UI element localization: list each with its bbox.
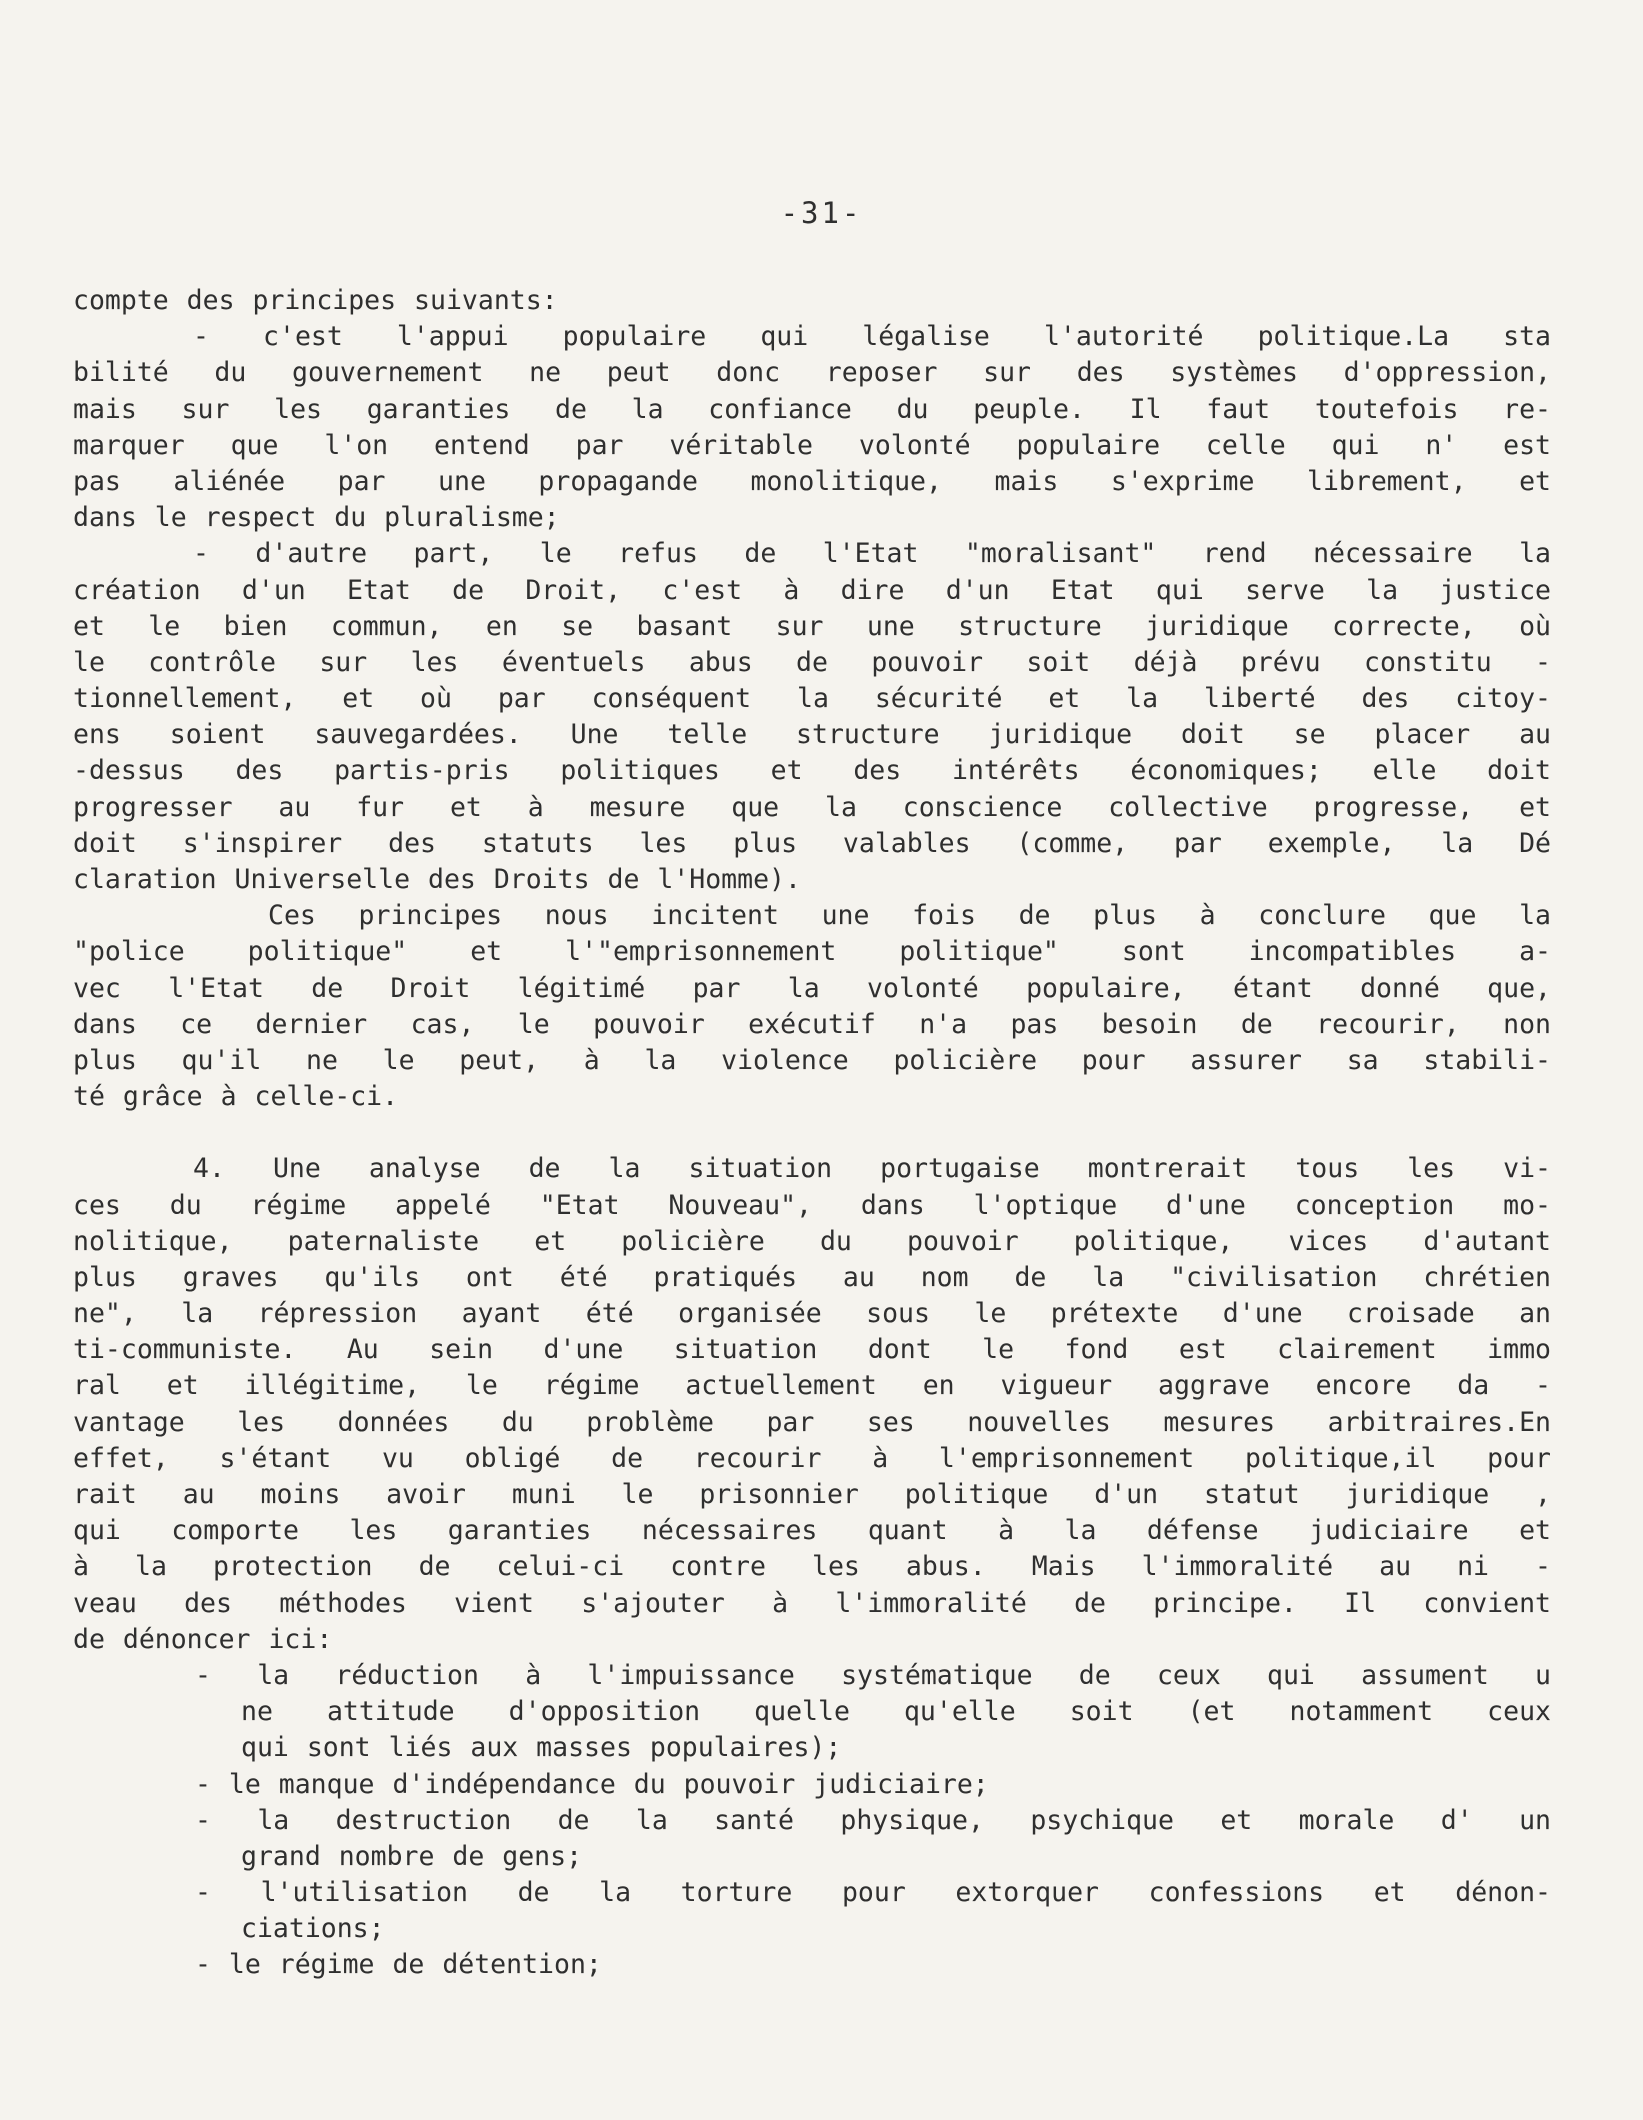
- text-line: doit s'inspirer des statuts les plus valables (comme, par exemple, la Dé: [73, 827, 1551, 859]
- text-line: té grâce à celle-ci.: [73, 1081, 399, 1113]
- text-line: dans le respect du pluralisme;: [73, 502, 560, 534]
- list-item: - la destruction de la santé physique, psychique et morale d' un: [195, 1804, 1551, 1836]
- text-line: - d'autre part, le refus de l'Etat "moralisant" rend nécessaire la: [193, 538, 1551, 570]
- text-line: "police politique" et l'"emprisonnement politique" sont incompatibles a-: [73, 936, 1551, 968]
- text-line: vantage les données du problème par ses nouvelles mesures arbitraires.En: [73, 1406, 1551, 1438]
- text-line: dans ce dernier cas, le pouvoir exécutif n'a pas besoin de recourir, non: [73, 1008, 1551, 1040]
- text-line: bilité du gouvernement ne peut donc reposer sur des systèmes d'oppression,: [73, 357, 1551, 389]
- text-line: création d'un Etat de Droit, c'est à dire d'un Etat qui serve la justice: [73, 574, 1551, 606]
- text-line: effet, s'étant vu obligé de recourir à l'emprisonnement politique,il pour: [73, 1442, 1551, 1474]
- text-line: de dénoncer ici:: [73, 1623, 333, 1655]
- text-line: et le bien commun, en se basant sur une structure juridique correcte, où: [73, 610, 1551, 642]
- text-line: nolitique, paternaliste et policière du pouvoir politique, vices d'autant: [73, 1225, 1551, 1257]
- text-line: rait au moins avoir muni le prisonnier politique d'un statut juridique ,: [73, 1479, 1551, 1510]
- text-line: tionnellement, et où par conséquent la sécurité et la liberté des citoy-: [73, 683, 1551, 715]
- text-line: -dessus des partis-pris politiques et des intérêts économiques; elle doit: [73, 755, 1551, 787]
- list-item: - l'utilisation de la torture pour extorquer confessions et dénon-: [195, 1877, 1551, 1909]
- list-item-continuation: ne attitude d'opposition quelle qu'elle soit (et notamment ceux: [241, 1696, 1551, 1728]
- page-body: [73, 283, 1551, 1984]
- text-line: claration Universelle des Droits de l'Homme).: [73, 864, 801, 895]
- list-item-continuation: qui sont liés aux masses populaires);: [241, 1732, 842, 1764]
- text-line: ces du régime appelé "Etat Nouveau", dans l'optique d'une conception mo-: [73, 1189, 1551, 1221]
- list-item: - le manque d'indépendance du pouvoir judiciaire;: [195, 1768, 989, 1800]
- list-item-continuation: ciations;: [241, 1913, 385, 1945]
- text-line: ti-communiste. Au sein d'une situation dont le fond est clairement immo: [73, 1334, 1551, 1366]
- text-line: Ces principes nous incitent une fois de plus à conclure que la: [268, 900, 1551, 932]
- text-line: ens soient sauvegardées. Une telle structure juridique doit se placer au: [73, 719, 1551, 751]
- list-item: - la réduction à l'impuissance systématique de ceux qui assument u: [195, 1659, 1551, 1691]
- text-line: vec l'Etat de Droit légitimé par la volonté populaire, étant donné que,: [73, 972, 1551, 1004]
- list-item-continuation: grand nombre de gens;: [241, 1840, 583, 1872]
- text-line: plus graves qu'ils ont été pratiqués au nom de la "civilisation chrétien: [73, 1261, 1551, 1293]
- text-line: ne", la répression ayant été organisée sous le prétexte d'une croisade an: [73, 1298, 1551, 1330]
- text-line: le contrôle sur les éventuels abus de pouvoir soit déjà prévu constitu -: [73, 646, 1551, 678]
- text-line: qui comporte les garanties nécessaires quant à la défense judiciaire et: [73, 1515, 1551, 1547]
- paragraph-gap: [73, 1115, 1551, 1151]
- text-line: mais sur les garanties de la confiance du peuple. Il faut toutefois re-: [73, 393, 1551, 425]
- page-number: -31-: [780, 196, 863, 230]
- text-line: pas aliénée par une propagande monolitique, mais s'exprime librement, et: [73, 465, 1551, 497]
- text-line: compte des principes suivants:: [73, 285, 558, 316]
- text-line: - c'est l'appui populaire qui légalise l'autorité politique.La sta: [193, 321, 1551, 353]
- text-line: ral et illégitime, le régime actuellement en vigueur aggrave encore da -: [73, 1370, 1551, 1402]
- text-line: à la protection de celui-ci contre les abus. Mais l'immoralité au ni -: [73, 1551, 1551, 1583]
- text-line: progresser au fur et à mesure que la conscience collective progresse, et: [73, 791, 1551, 823]
- text-line: marquer que l'on entend par véritable volonté populaire celle qui n' est: [73, 429, 1551, 461]
- list-item: - le régime de détention;: [195, 1949, 602, 1981]
- text-line: veau des méthodes vient s'ajouter à l'immoralité de principe. Il convient: [73, 1587, 1551, 1619]
- text-line: 4. Une analyse de la situation portugaise montrerait tous les vi-: [193, 1153, 1551, 1185]
- text-line: plus qu'il ne le peut, à la violence policière pour assurer sa stabili-: [73, 1044, 1551, 1076]
